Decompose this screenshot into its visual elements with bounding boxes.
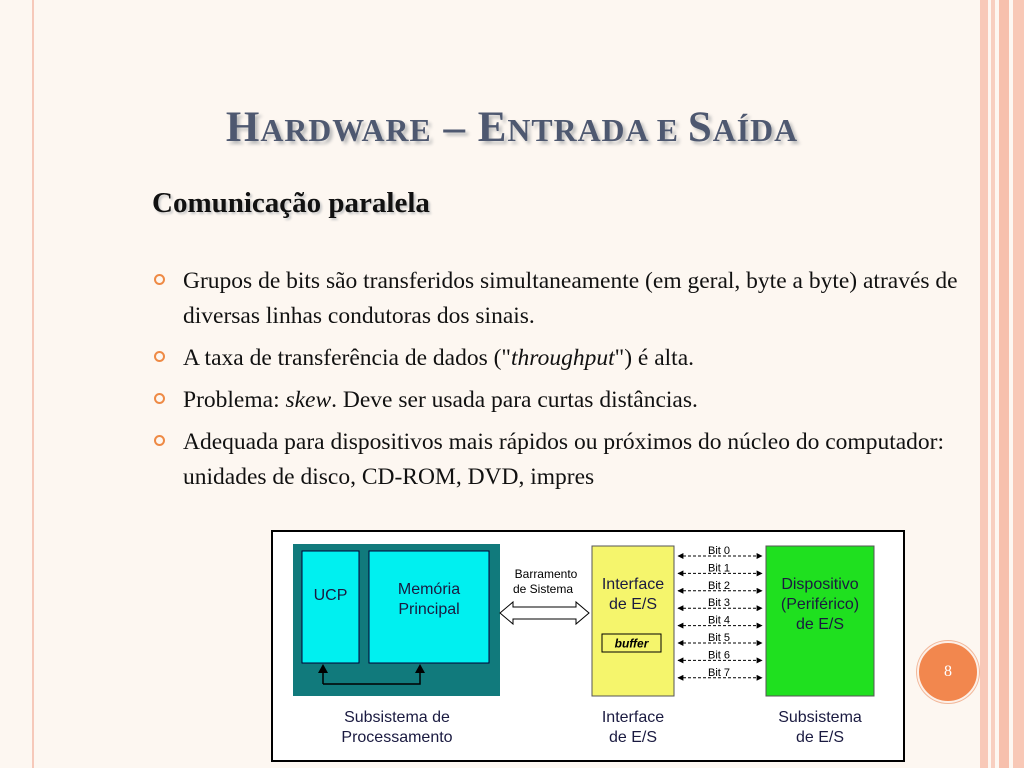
device-label-1: Dispositivo [781,576,859,593]
bus-label-1: Barramento [514,567,578,581]
buffer-label: buffer [614,636,649,651]
bullet-emphasis: throughput [511,345,615,371]
bit-label: Bit 6 [707,649,731,662]
bullet-circle-icon [154,435,165,446]
interface-label-2: de E/S [608,596,658,613]
caption-interface-1: Interface [601,709,665,726]
bit-label: Bit 4 [707,614,731,627]
bit-lines [678,545,762,679]
memory-label-2: Principal [398,601,460,618]
bullet-circle-icon [154,274,165,285]
bit-label: Bit 7 [707,666,731,679]
bit-label: Bit 2 [707,579,731,592]
bullet-list [155,264,975,502]
caption-interface-2: de E/S [608,729,658,746]
bullet-emphasis: skew [285,387,332,413]
bus-label-2: de Sistema [512,582,574,596]
bullet-circle-icon [154,393,165,404]
bullet-circle-icon [154,351,165,362]
diagram-svg [273,532,903,760]
caption-subsystem-2: de E/S [795,729,845,746]
caption-subsystem-1: Subsistema [778,709,862,726]
bit-label: Bit 1 [707,562,731,575]
page-number-badge: 8 [917,641,979,703]
bullet-text: ") é alta. [614,345,695,371]
parallel-io-diagram [271,530,905,762]
bullet-item [155,425,975,495]
caption-processing-2: Processamento [341,729,453,746]
slide-subtitle: Comunicação paralela [152,187,430,219]
bit-label: Bit 3 [707,597,731,610]
bullet-text: Adequada para dispositivos mais rápidos ou próximos do núcleo do computador: unidades de disco, CD-ROM, DVD, impres [183,429,945,490]
device-label-2: (Periférico) [780,596,860,613]
memory-label-1: Memória [397,581,461,598]
bullet-item [155,383,975,418]
ucp-label: UCP [313,587,348,604]
interface-box [592,546,674,696]
bullet-text: Grupos de bits são transferidos simultaneamente (em geral, byte a byte) através de diversas linhas condutoras dos sinais. [183,268,958,329]
bullet-text: A taxa de transferência de dados (" [183,345,512,371]
bit-label: Bit 5 [707,632,731,644]
bullet-text: Problema: [183,387,286,413]
ucp-box [302,551,359,663]
bullet-item [155,264,975,334]
bullet-item [155,341,975,376]
device-label-3: de E/S [795,616,845,633]
slide-title: HARDWARE – ENTRADA E SAÍDA [225,104,799,151]
bullet-text: . Deve ser usada para curtas distâncias. [331,387,698,413]
caption-processing-1: Subsistema de [344,709,450,726]
bit-label: Bit 0 [707,545,731,557]
interface-label-1: Interface [601,576,665,593]
system-bus-arrow [500,602,589,624]
